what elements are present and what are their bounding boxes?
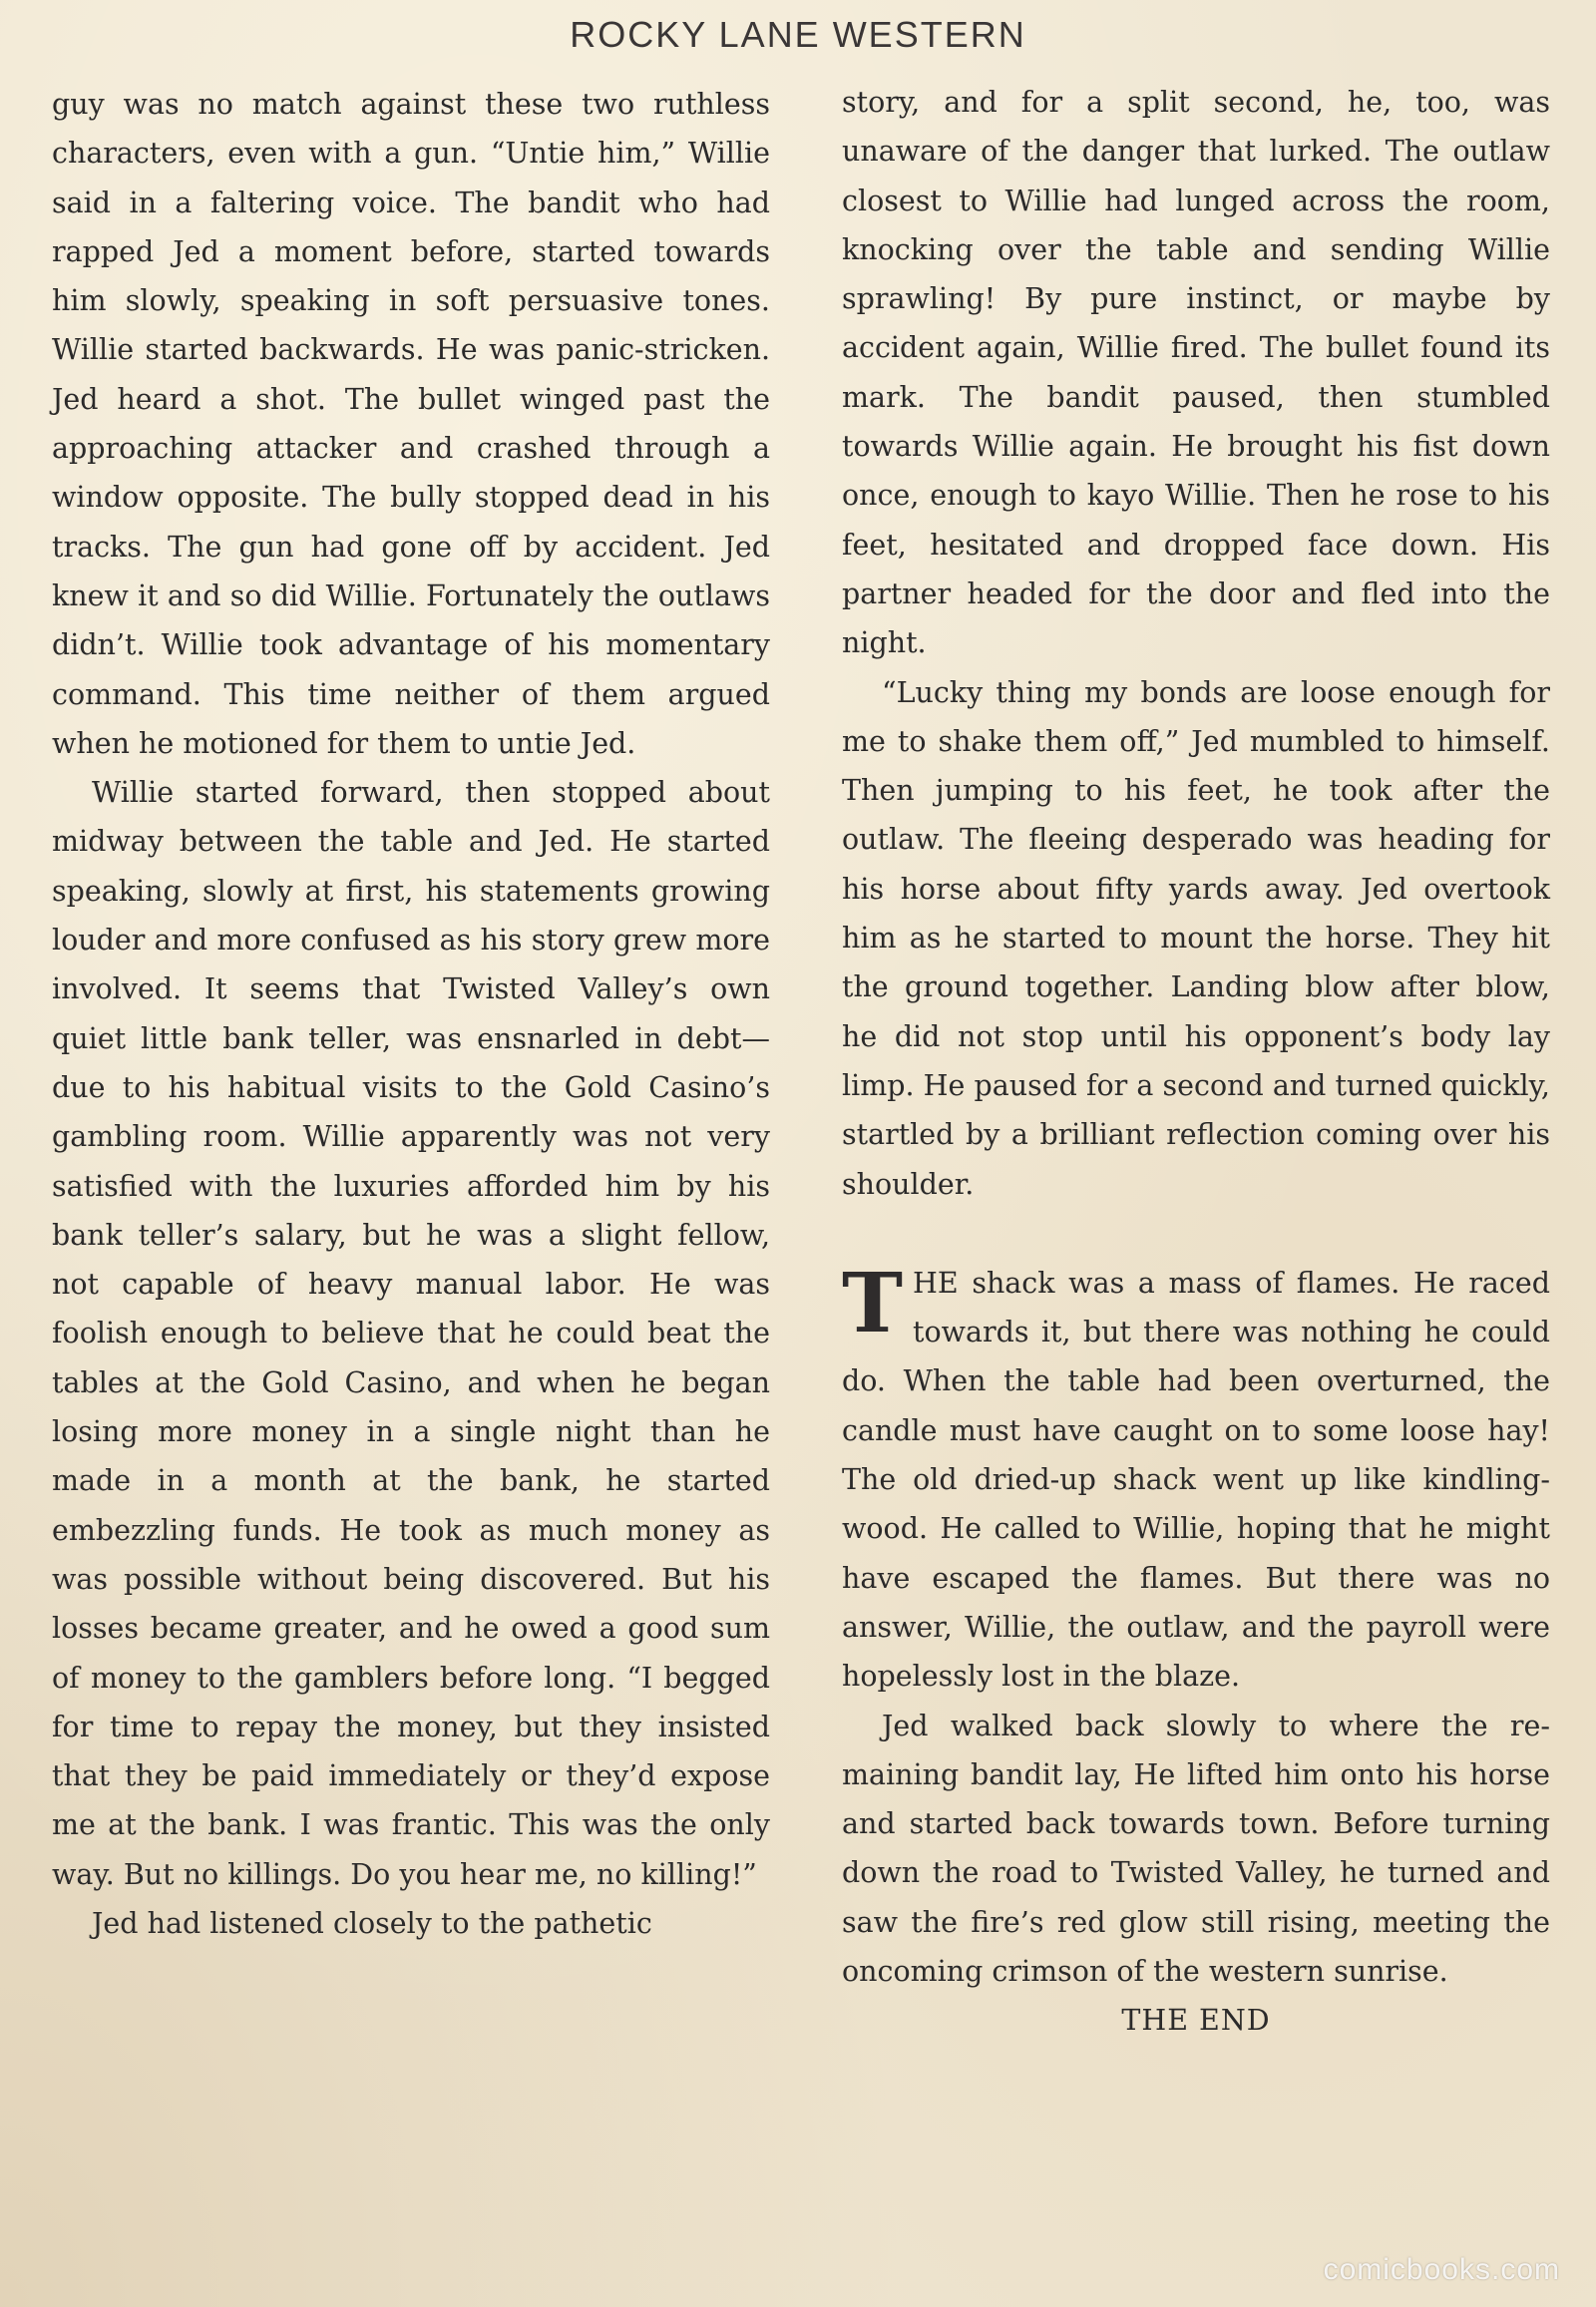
story-paragraph: guy was no match against these two ruthless characters, even with a gun. “Untie him,” Willie said in a faltering voice. The bandit who had rapped Jed a moment before, started towards him slowly, speaking in soft persuasive tones. Willie started backwards. He was panic-stricken. Jed heard a shot. The bullet winged past the approaching attacker and crashed through a window opposite. The bully stopped dead in his tracks. The gun had gone off by accident. Jed knew it and so did Willie. Fortunately the outlaws didn’t. Willie took advantage of his momentary command. This time neither of them argued when he motioned for them to untie Jed.: [52, 88, 770, 760]
left-column: [52, 80, 770, 1948]
story-paragraph: Jed walked back slowly to where the remaining bandit lay, He lifted him onto his horse and started back towards town. Before turning down the road to Twisted Valley, he turned and saw the fire’s red glow still rising, meeting the oncoming crimson of the western sunrise.: [842, 1709, 1550, 1988]
drop-cap-letter: T: [842, 1255, 904, 1351]
drop-cap-paragraph-text: HE shack was a mass of flames. He raced towards it, but there was nothing he could do. When the table had been overturned, the candle must have caught on to some loose hay! The old dried-up shack went up like kindling-wood. He called to Willie, hoping that he might have escaped the flames. But there was no answer, Willie, the outlaw, and the payroll were hopelessly lost in the blaze.: [842, 1266, 1550, 1694]
drop-cap-paragraph: [842, 1255, 1550, 1702]
page-header-title: ROCKY LANE WESTERN: [570, 14, 1026, 55]
right-column: [842, 78, 1550, 2046]
the-end-label: THE END: [1121, 2004, 1271, 2038]
story-paragraph: Jed had listened closely to the pathetic: [92, 1906, 652, 1940]
story-paragraph: story, and for a split second, he, too, was unaware of the danger that lurked. The outlaw closest to Willie had lunged across the room, knocking over the table and sending Willie sprawling! By pure instinct, or maybe by accident again, Willie fired. The bullet found its mark. The bandit paused, then stumbled towards Willie again. He brought his fist down once, enough to kayo Willie. Then he rose to his feet, hesitated and dropped face down. His partner headed for the door and fled into the night.: [842, 86, 1550, 660]
site-watermark: comicbooks.com: [1323, 2253, 1560, 2286]
story-paragraph: Willie started forward, then stopped about midway between the table and Jed. He started speaking, slowly at first, his statements growing louder and more confused as his story grew more involved. It seems that Twisted Valley’s own quiet little bank teller, was ensnarled in debt—due to his habitual visits to the Gold Casino’s gambling room. Willie apparently was not very satisfied with the luxuries afforded him by his bank teller’s salary, but he was a slight fellow, not capable of heavy manual labor. He was foolish enough to believe that he could beat the tables at the Gold Casino, and when he began losing more money in a single night than he made in a month at the bank, he started embezzling funds. He took as much money as was possible without being discovered. But his losses became greater, and he owed a good sum of money to the gamblers before long. “I begged for time to repay the money, but they insisted that they be paid immediately or they’d expose me at the bank. I was frantic. This was the only way. But no killings. Do you hear me, no killing!”: [52, 776, 770, 1891]
story-paragraph: “Lucky thing my bonds are loose enough for me to shake them off,” Jed mumbled to himself. Then jumping to his feet, he took after the outlaw. The fleeing desperado was heading for his horse about fifty yards away. Jed overtook him as he started to mount the horse. They hit the ground together. Landing blow after blow, he did not stop until his opponent’s body lay limp. He paused for a second and turned quickly, startled by a brilliant reflection coming over his shoulder.: [842, 675, 1550, 1201]
section-break: [842, 1209, 1550, 1259]
